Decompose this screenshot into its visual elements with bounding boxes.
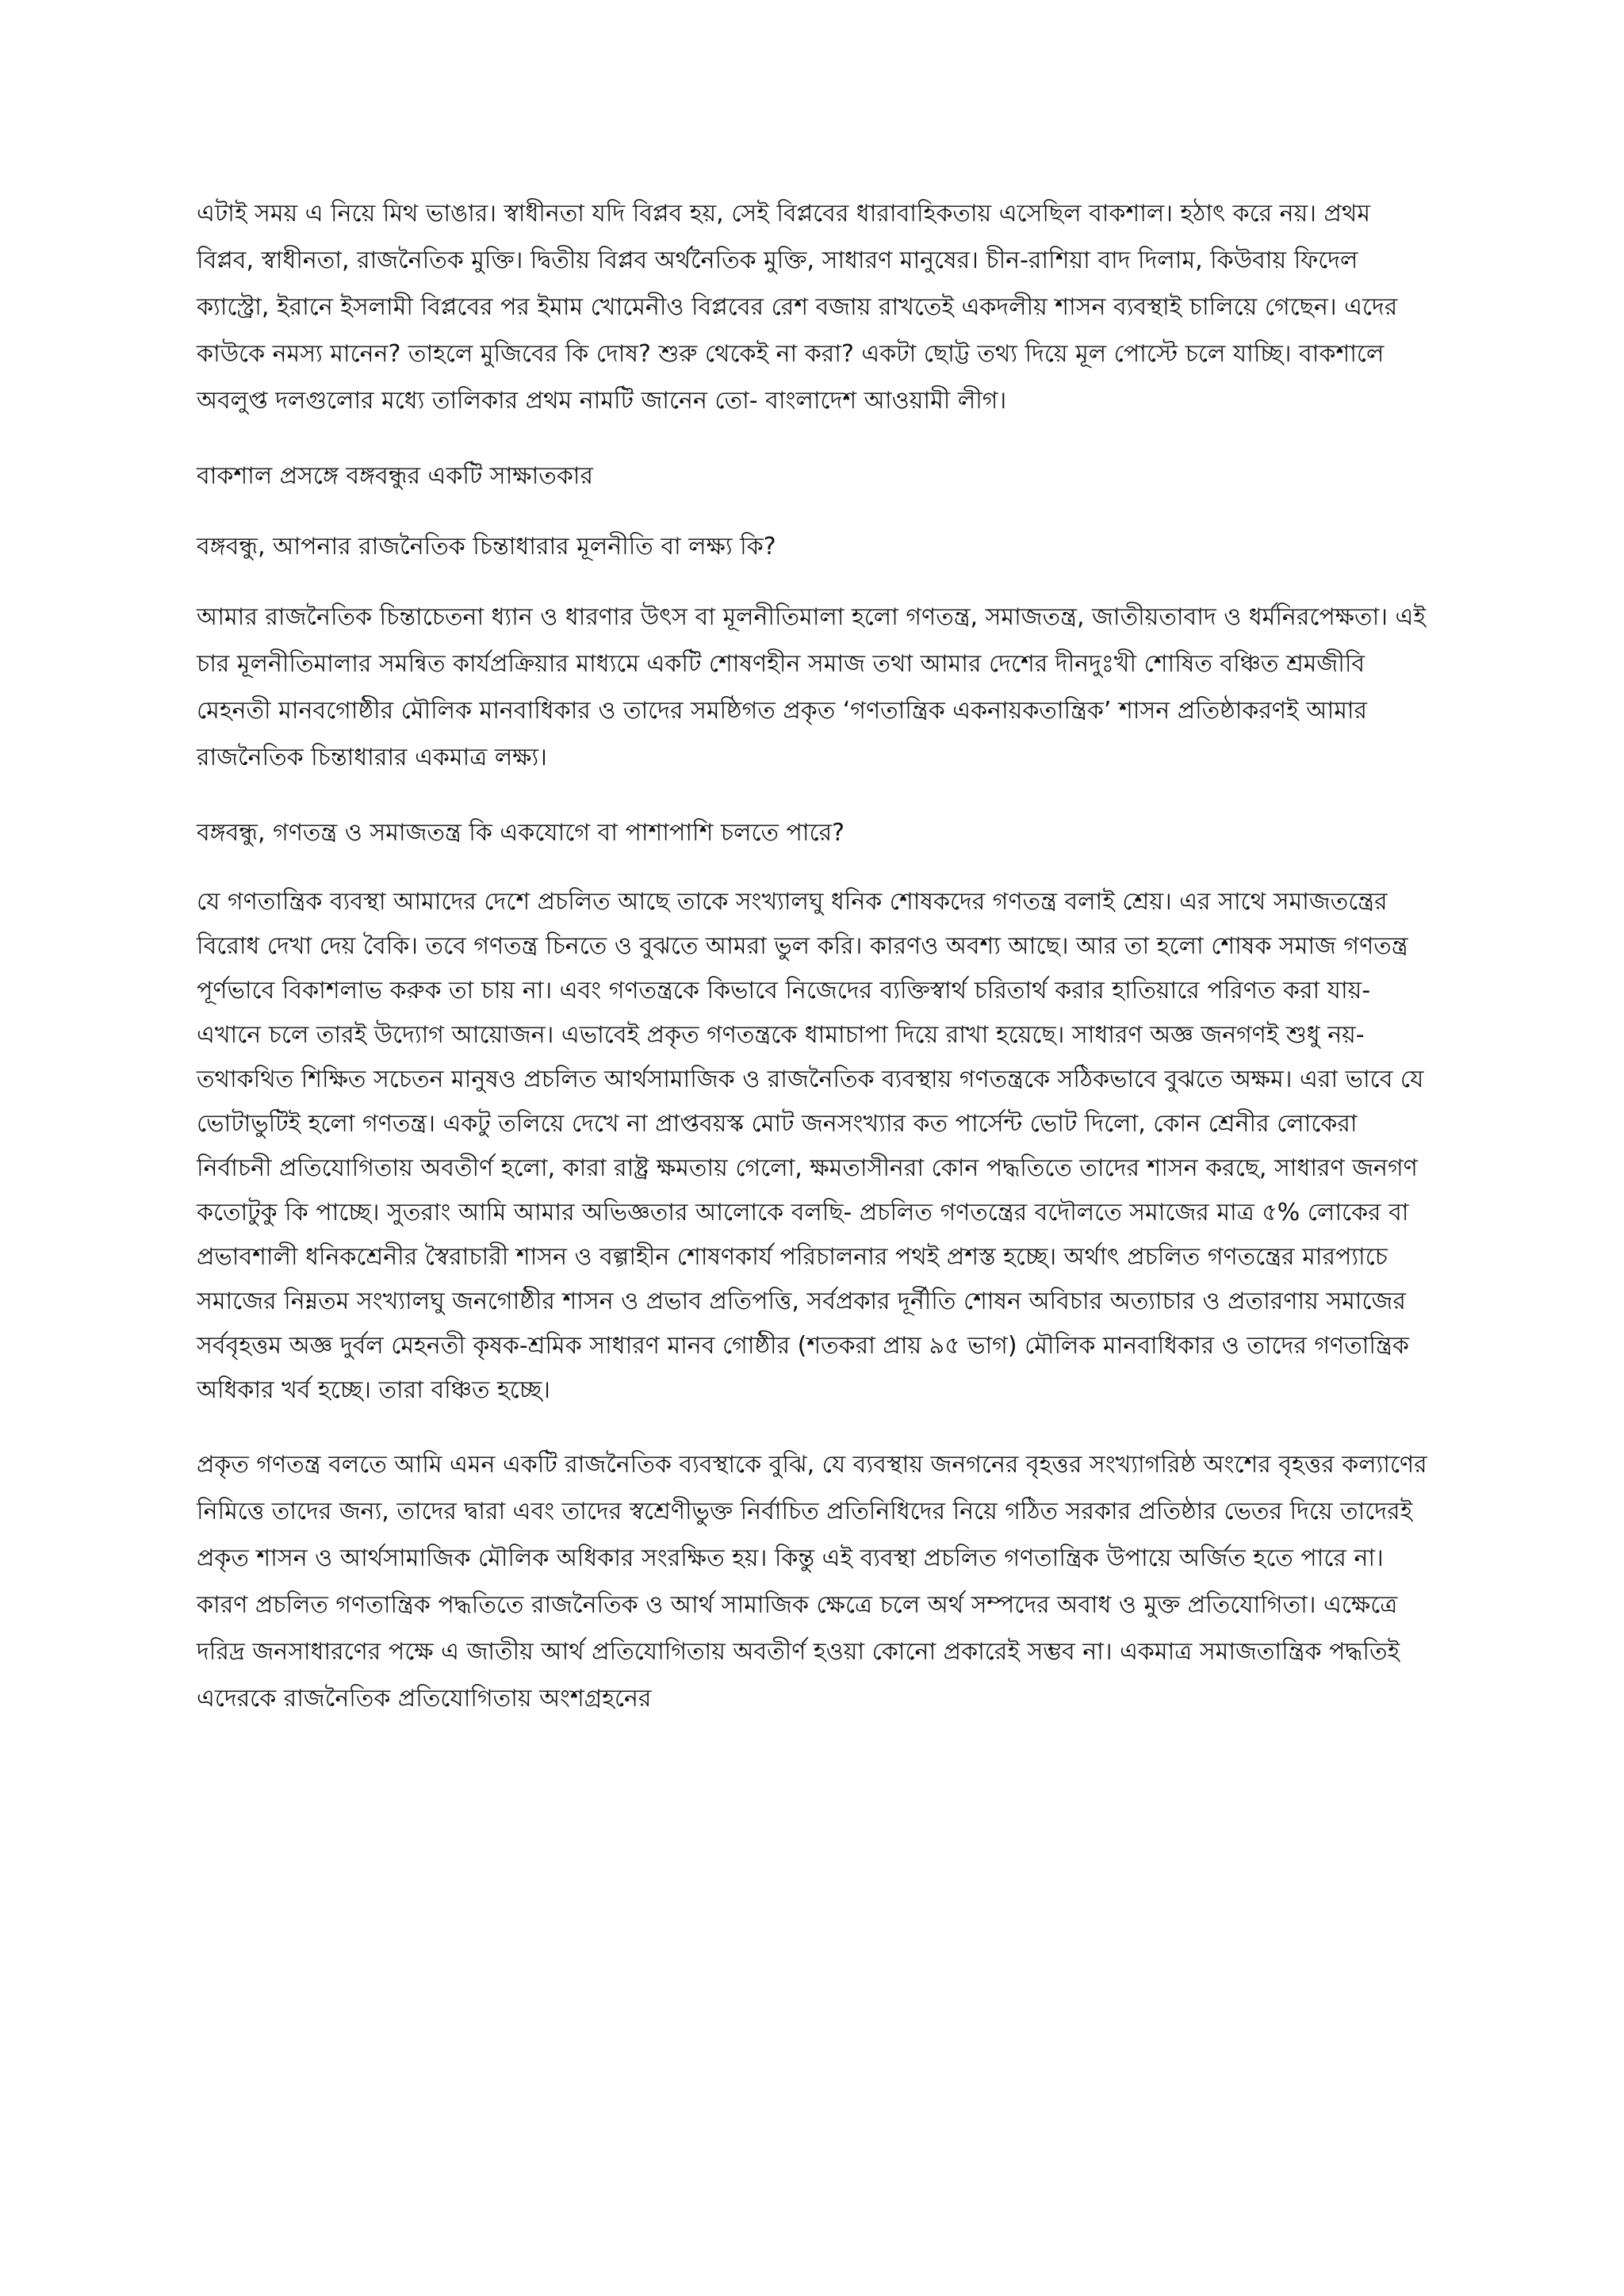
answer-2: যে গণতান্ত্রিক ব্যবস্থা আমাদের দেশে প্রচলিত আছে তাকে সংখ্যালঘু ধনিক শোষকদের গণতন্ত্র বলাই শ্রেয়। এর সাথে সমাজতন্ত্রের বিরোধ দেখা দেয় বৈকি। তবে গণতন্ত্র চিনতে ও বুঝতে আমরা ভুল করি। কারণও অবশ্য আছে। আর তা হলো শোষক সমাজ গণতন্ত্র পূর্ণভাবে বিকাশলাভ করুক তা চায় না। এবং গণতন্ত্রকে কিভাবে নিজেদের ব্যক্তিস্বার্থ চরিতার্থ করার হাতিয়ারে পরিণত করা যায়- এখানে চলে তারই উদ্যোগ আয়োজন। এভাবেই প্রকৃত গণতন্ত্রকে ধামাচাপা দিয়ে রাখা হয়েছে। সাধারণ অজ্ঞ জনগণই শুধু নয়- তথাকথিত শিক্ষিত সচেতন মানুষও প্রচলিত আর্থসামাজিক ও রাজনৈতিক ব্যবস্থায় গণতন্ত্রকে সঠিকভাবে বুঝতে অক্ষম। এরা ভাবে যে ভোটাভুটিই হলো গণতন্ত্র। একটু তলিয়ে দেখে না প্রাপ্তবয়স্ক মোট জনসংখ্যার কত পার্সেন্ট ভোট দিলো, কোন শ্রেনীর লোকেরা নির্বাচনী প্রতিযোগিতায় অবতীর্ণ হলো, কারা রাষ্ট্র ক্ষমতায় গেলো, ক্ষমতাসীনরা কোন পদ্ধতিতে তাদের শাসন করছে, সাধারণ জনগণ কতোটুকু কি পাচ্ছে। সুতরাং আমি আমার অভিজ্ঞতার আলোকে বলছি- প্রচলিত গণতন্ত্রের বদৌলতে সমাজের মাত্র ৫% লোকের বা প্রভাবশালী ধনিকশ্রেনীর স্বৈরাচারী শাসন ও বল্গাহীন শোষণকার্য পরিচালনার পথই প্রশস্ত হচ্ছে। অর্থাৎ প্রচলিত গণতন্ত্রের মারপ্যাচে সমাজের নিম্নতম সংখ্যালঘু জনগোষ্ঠীর শাসন ও প্রভাব প্রতিপত্তি, সর্বপ্রকার দূর্নীতি শোষন অবিচার অত্যাচার ও প্রতারণায় সমাজের সর্ববৃহত্তম অজ্ঞ দুর্বল মেহনতী কৃষক-শ্রমিক সাধারণ মানব গোষ্ঠীর (শতকরা প্রায় ৯৫ ভাগ) মৌলিক মানবাধিকার ও তাদের গণতান্ত্রিক অধিকার খর্ব হচ্ছে। তারা বঞ্চিত হচ্ছে। bbox=[197, 888, 1424, 1404]
section-heading: বাকশাল প্রসঙ্গে বঙ্গবন্ধুর একটি সাক্ষাতকার bbox=[197, 462, 594, 490]
question-1: বঙ্গবন্ধু, আপনার রাজনৈতিক চিন্তাধারার মূলনীতি বা লক্ষ্য কি? bbox=[197, 533, 776, 561]
question-2: বঙ্গবন্ধু, গণতন্ত্র ও সমাজতন্ত্র কি একযোগে বা পাশাপাশি চলতে পারে? bbox=[197, 819, 845, 847]
answer-1: আমার রাজনৈতিক চিন্তাচেতনা ধ্যান ও ধারণার উৎস বা মূলনীতিমালা হলো গণতন্ত্র, সমাজতন্ত্র, জাতীয়তাবাদ ও ধর্মনিরপেক্ষতা। এই চার মূলনীতিমালার সমন্বিত কার্যপ্রক্রিয়ার মাধ্যমে একটি শোষণহীন সমাজ তথা আমার দেশের দীনদুঃখী শোষিত বঞ্চিত শ্রমজীবি মেহনতী মানবগোষ্ঠীর মৌলিক মানবাধিকার ও তাদের সমষ্ঠিগত প্রকৃত ‘গণতান্ত্রিক একনায়কতান্ত্রিক’ শাসন প্রতিষ্ঠাকরণই আমার রাজনৈতিক চিন্তাধারার একমাত্র লক্ষ্য। bbox=[197, 603, 1426, 771]
intro-paragraph: এটাই সময় এ নিয়ে মিথ ভাঙার। স্বাধীনতা যদি বিপ্লব হয়, সেই বিপ্লবের ধারাবাহিকতায় এসেছিল বাকশাল। হঠাৎ করে নয়। প্রথম বিপ্লব, স্বাধীনতা, রাজনৈতিক মুক্তি। দ্বিতীয় বিপ্লব অর্থনৈতিক মুক্তি, সাধারণ মানুষের। চীন-রাশিয়া বাদ দিলাম, কিউবায় ফিদেল ক্যাস্ট্রো, ইরানে ইসলামী বিপ্লবের পর ইমাম খোমেনীও বিপ্লবের রেশ বজায় রাখতেই একদলীয় শাসন ব্যবস্থাই চালিয়ে গেছেন। এদের কাউকে নমস্য মানেন? তাহলে মুজিবের কি দোষ? শুরু থেকেই না করা? একটা ছোট্ট তথ্য দিয়ে মূল পোস্টে চলে যাচ্ছি। বাকশালে অবলুপ্ত দলগুলোর মধ্যে তালিকার প্রথম নামটি জানেন তো- বাংলাদেশ আওয়ামী লীগ। bbox=[197, 200, 1398, 415]
answer-2-continued: প্রকৃত গণতন্ত্র বলতে আমি এমন একটি রাজনৈতিক ব্যবস্থাকে বুঝি, যে ব্যবস্থায় জনগনের বৃহত্তর সংখ্যাগরিষ্ঠ অংশের বৃহত্তর কল্যাণের নিমিত্তে তাদের জন্য, তাদের দ্বারা এবং তাদের স্বশ্রেণীভুক্ত নির্বাচিত প্রতিনিধিদের নিয়ে গঠিত সরকার প্রতিষ্ঠার ভেতর দিয়ে তাদেরই প্রকৃত শাসন ও আর্থসামাজিক মৌলিক অধিকার সংরক্ষিত হয়। কিন্তু এই ব্যবস্থা প্রচলিত গণতান্ত্রিক উপায়ে অর্জিত হতে পারে না। কারণ প্রচলিত গণতান্ত্রিক পদ্ধতিতে রাজনৈতিক ও আর্থ সামাজিক ক্ষেত্রে চলে অর্থ সম্পদের অবাধ ও মুক্ত প্রতিযোগিতা। এক্ষেত্রে দরিদ্র জনসাধারণের পক্ষে এ জাতীয় আর্থ প্রতিযোগিতায় অবতীর্ণ হওয়া কোনো প্রকারেই সম্ভব না। একমাত্র সমাজতান্ত্রিক পদ্ধতিই এদেরকে রাজনৈতিক প্রতিযোগিতায় অংশগ্রহনের bbox=[197, 1451, 1427, 1712]
document-body bbox=[197, 190, 1434, 1751]
